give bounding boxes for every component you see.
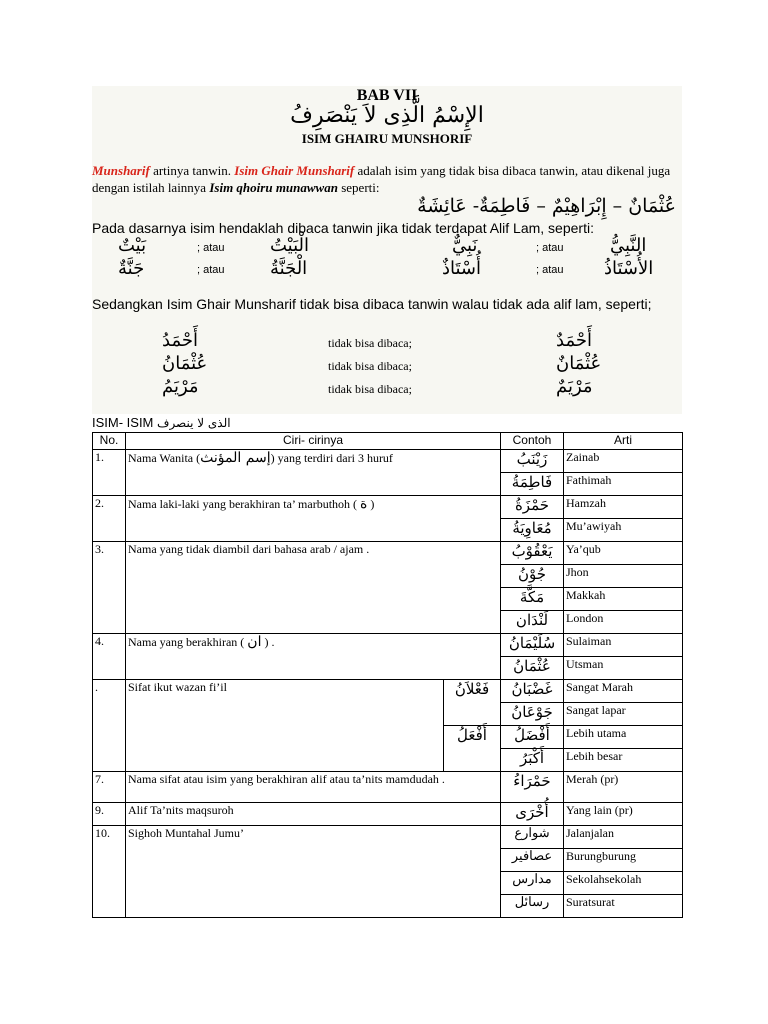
dasar-atau: ; atau: [536, 242, 564, 254]
row-contoh: لَنْدَان: [501, 611, 564, 634]
row-arti: London: [564, 611, 683, 634]
row-number: 1.: [93, 450, 126, 496]
dasar-paragraph: Pada dasarnya isim hendaklah dibaca tanwin jika tidak terdapat Alif Lam, seperti:: [92, 220, 594, 236]
dasar-example: الأُسْتَاذُ: [604, 258, 654, 279]
row-arti: Ya’qub: [564, 542, 683, 565]
row-contoh: أَفْضَلُ: [501, 726, 564, 749]
row-arti: Lebih utama: [564, 726, 683, 749]
table-row: [93, 634, 683, 657]
row-number: 4.: [93, 634, 126, 680]
table-row: [93, 450, 683, 473]
row-contoh: مدارس: [501, 872, 564, 895]
row-arti: Sulaiman: [564, 634, 683, 657]
dasar-example: أُسْتَاذٌ: [442, 258, 482, 279]
term-isim-qhoiru-munawwan: Isim qhoiru munawwan: [209, 180, 338, 195]
sedangkan-paragraph: Sedangkan Isim Ghair Munsharif tidak bisa dibaca tanwin walau tidak ada alif lam, seperti;: [92, 296, 652, 312]
row-ciri: Nama yang berakhiran ( ان ) .: [126, 634, 501, 680]
row-contoh: غَضْبَانُ: [501, 680, 564, 703]
row-arti: Fathimah: [564, 473, 683, 496]
row-arti: Zainab: [564, 450, 683, 473]
isim-table: [92, 432, 683, 918]
row-arti: Merah (pr): [564, 772, 683, 803]
row-ciri: Nama yang tidak diambil dari bahasa arab / ajam .: [126, 542, 501, 634]
row-number: 2.: [93, 496, 126, 542]
row-arti: Jhon: [564, 565, 683, 588]
dasar-example: النَّبِيُّ: [610, 235, 647, 256]
header-arti: Arti: [564, 433, 683, 450]
table-header-row: [93, 433, 683, 450]
row-contoh: جَوْعَانُ: [501, 703, 564, 726]
chapter-subtitle: ISIM GHAIRU MUNSHORIF: [301, 131, 473, 146]
row-contoh: فَاطِمَةُ: [501, 473, 564, 496]
row-contoh: حَمْرَاءُ: [501, 772, 564, 803]
dasar-example: جَنَّةٌ: [118, 258, 145, 279]
row-contoh: زَيْنَبُ: [501, 450, 564, 473]
row-contoh: عصافير: [501, 849, 564, 872]
row-ciri: Sifat ikut wazan fi’il: [126, 680, 444, 772]
row-contoh: مَكَّةَ: [501, 588, 564, 611]
dasar-example: الْجَنَّةُ: [270, 258, 308, 279]
row-ciri: Alif Ta’nits maqsuroh: [126, 803, 501, 826]
sedangkan-left: عُثْمَانُ: [162, 353, 208, 374]
row-arti: Sangat lapar: [564, 703, 683, 726]
row-number: 9.: [93, 803, 126, 826]
table-row: [93, 680, 683, 703]
sedangkan-label: tidak bisa dibaca;: [328, 382, 412, 396]
row-contoh: سُلَيْمَانُ: [501, 634, 564, 657]
row-number: .: [93, 680, 126, 772]
chapter-title-arabic: الإِسْمُ الَّذِى لاَ يَنْصَرِفُ: [290, 103, 484, 128]
row-number: 10.: [93, 826, 126, 918]
row-contoh: جُوْنُ: [501, 565, 564, 588]
dasar-example: بَيْتٌ: [118, 235, 147, 256]
sedangkan-right: مَرْيَمٌ: [556, 376, 593, 397]
sedangkan-left: مَرْيَمُ: [162, 376, 199, 397]
row-contoh: مُعَاوِيَةُ: [501, 519, 564, 542]
row-arti: Jalanjalan: [564, 826, 683, 849]
chapter-title: BAB VII: [356, 87, 418, 104]
row-arti: Suratsurat: [564, 895, 683, 918]
sedangkan-right: عُثْمَانٌ: [556, 353, 602, 374]
row-ciri: Nama sifat atau isim yang berakhiran alif atau ta’nits mamdudah .: [126, 772, 501, 803]
table-row: [93, 803, 683, 826]
intro-arabic-examples: عُثْمَانٌ – إِبْرَاهِيْمٌ – فَاطِمَةٌ- عَائِشَةٌ: [417, 195, 676, 217]
row-ciri: Sighoh Muntahal Jumu’: [126, 826, 501, 918]
row-arti: Yang lain (pr): [564, 803, 683, 826]
row-arti: Burungburung: [564, 849, 683, 872]
sedangkan-left: أَحْمَدُ: [162, 330, 198, 351]
header-no: No.: [93, 433, 126, 450]
dasar-example: نَبِيٌّ: [452, 235, 478, 256]
header-ciri: Ciri- cirinya: [126, 433, 501, 450]
sedangkan-label: tidak bisa dibaca;: [328, 336, 412, 350]
row-contoh: أُخْرَى: [501, 803, 564, 826]
dasar-atau: ; atau: [197, 264, 225, 276]
term-munsharif: Munsharif: [92, 163, 150, 178]
term-isim-ghair-munsharif: Isim Ghair Munsharif: [234, 163, 355, 178]
row-wazan: فَعْلاَنُ: [444, 680, 501, 726]
row-arti: Mu’awiyah: [564, 519, 683, 542]
row-arti: Sangat Marah: [564, 680, 683, 703]
row-contoh: أَكْبَرُ: [501, 749, 564, 772]
row-ciri: Nama laki-laki yang berakhiran ta’ marbuthoh ( ة ): [126, 496, 501, 542]
table-title: ISIM- ISIM الذى لا ينصرف: [92, 415, 231, 430]
sedangkan-label: tidak bisa dibaca;: [328, 359, 412, 373]
row-arti: Sekolahsekolah: [564, 872, 683, 895]
row-contoh: يَعْقُوْبُ: [501, 542, 564, 565]
row-arti: Makkah: [564, 588, 683, 611]
intro-paragraph: Munsharif artinya tanwin. Isim Ghair Munsharif adalah isim yang tidak bisa dibaca tanwin, atau dikenal juga dengan istilah lainnya Isim qhoiru munawwan seperti:: [92, 163, 671, 195]
row-number: 7.: [93, 772, 126, 803]
row-arti: Utsman: [564, 657, 683, 680]
table-row: [93, 542, 683, 565]
row-ciri: Nama Wanita (إسم المؤنث) yang terdiri dari 3 huruf: [126, 450, 501, 496]
row-contoh: عُثْمَانُ: [501, 657, 564, 680]
sedangkan-right: أَحْمَدٌ: [556, 330, 592, 351]
dasar-atau: ; atau: [536, 264, 564, 276]
row-contoh: شوارع: [501, 826, 564, 849]
row-number: 3.: [93, 542, 126, 634]
header-contoh: Contoh: [501, 433, 564, 450]
dasar-example: الْبَيْتُ: [270, 235, 310, 256]
table-row: [93, 826, 683, 849]
table-row: [93, 496, 683, 519]
dasar-atau: ; atau: [197, 242, 225, 254]
row-contoh: رسائل: [501, 895, 564, 918]
row-contoh: حَمْزَةُ: [501, 496, 564, 519]
row-arti: Lebih besar: [564, 749, 683, 772]
row-wazan: أَفْعَلُ: [444, 726, 501, 772]
row-arti: Hamzah: [564, 496, 683, 519]
table-row: [93, 772, 683, 803]
